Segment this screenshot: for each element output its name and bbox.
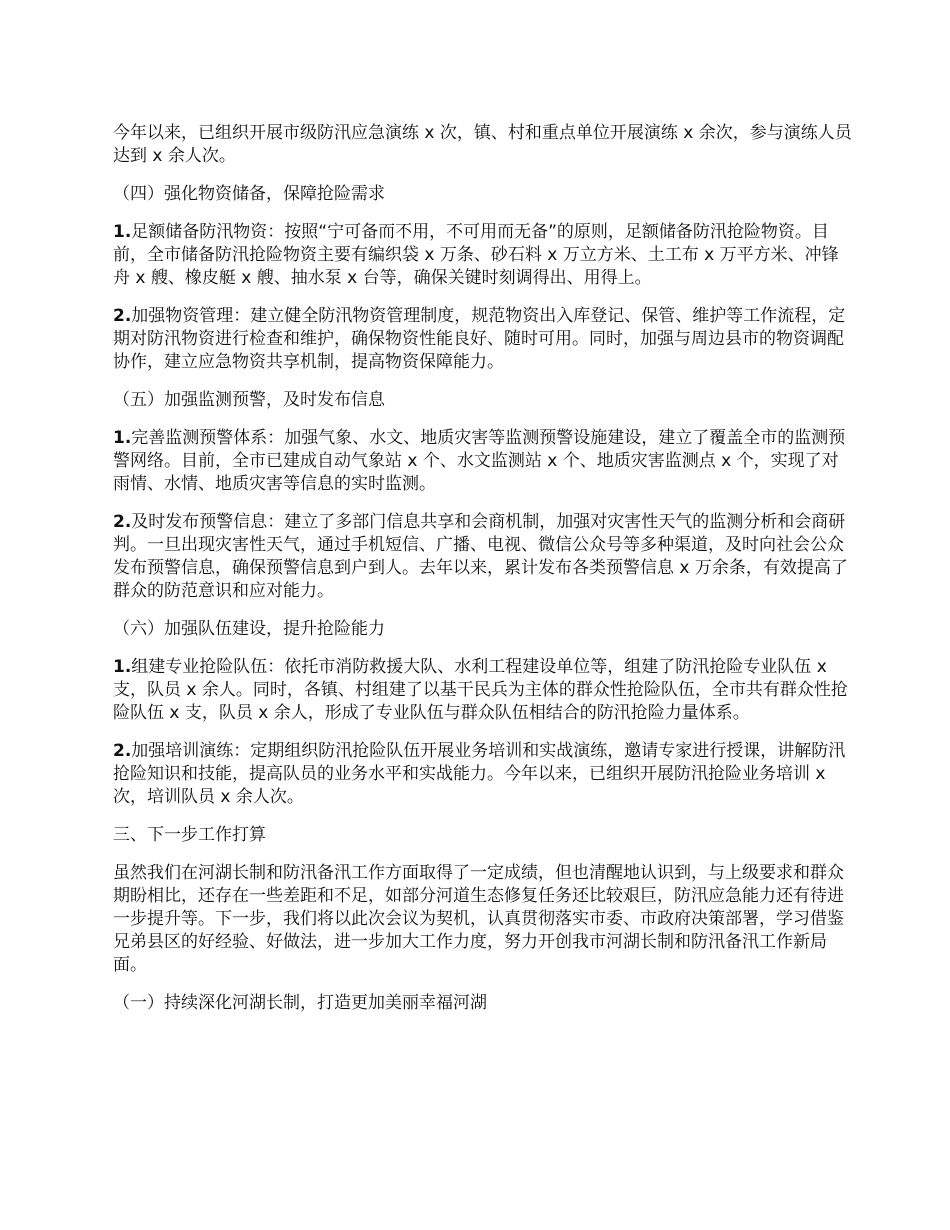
paragraph-6-2: 2.加强培训演练：定期组织防汛抢险队伍开展业务培训和实战演练，邀请专家进行授课，讲解防汛抢险知识和技能，提高队员的业务水平和实战能力。今年以来，已组织开展防汛抢险业务培训 x 次，培训队员 x 余人次。 [113, 741, 846, 807]
section-heading-6: （六）加强队伍建设，提升抢险能力 [113, 619, 385, 639]
paragraph-5-1: 1.完善监测预警体系：加强气象、水文、地质灾害等监测预警设施建设，建立了覆盖全市的监测预警网络。目前，全市已建成自动气象站 x 个、水文监测站 x 个、地质灾害监测点 x 个，实现了对雨情、水情、地质灾害等信息的实时监测。 [113, 428, 846, 494]
item-number: 1. [113, 222, 132, 242]
paragraph-4-1: 1.足额储备防汛物资：按照“宁可备而不用，不可用而无备”的原则，足额储备防汛抢险物资。目前，全市储备防汛抢险物资主要有编织袋 x 万条、砂石料 x 万立方米、土工布 x 万平方米、冲锋舟 x 艘、橡皮艇 x 艘、抽水泵 x 台等，确保关键时刻调得出、用得上。 [113, 222, 839, 288]
paragraph-5-2: 2.及时发布预警信息：建立了多部门信息共享和会商机制，加强对灾害性天气的监测分析和会商研判。一旦出现灾害性天气，通过手机短信、广播、电视、微信公众号等多种渠道，及时向社会公众发布预警信息，确保预警信息到户到人。去年以来，累计发布各类预警信息 x 万余条，有效提高了群众的防范意识和应对能力。 [113, 512, 848, 601]
item-number: 1. [113, 657, 132, 677]
item-number: 2. [113, 306, 132, 326]
item-number: 2. [113, 512, 132, 532]
item-number: 1. [113, 428, 132, 448]
section-heading-next-steps: 三、下一步工作打算 [113, 825, 266, 845]
item-number: 2. [113, 741, 132, 761]
paragraph-next-steps: 虽然我们在河湖长制和防汛备汛工作方面取得了一定成绩，但也清醒地认识到，与上级要求和群众期盼相比，还存在一些差距和不足，如部分河道生态修复任务还比较艰巨，防汛应急能力还有待进一步提升等。下一步，我们将以此次会议为契机，认真贯彻落实市委、市政府决策部署，学习借鉴兄弟县区的好经验、好做法，进一步加大工作力度，努力开创我市河湖长制和防汛备汛工作新局面。 [113, 863, 844, 975]
paragraph-4-2: 2.加强物资管理：建立健全防汛物资管理制度，规范物资出入库登记、保管、维护等工作流程，定期对防汛物资进行检查和维护，确保物资性能良好、随时可用。同时，加强与周边县市的物资调配协作，建立应急物资共享机制，提高物资保障能力。 [113, 306, 846, 372]
paragraph-drill-summary: 今年以来，已组织开展市级防汛应急演练 x 次，镇、村和重点单位开展演练 x 余次，参与演练人员达到 x 余人次。 [113, 123, 852, 166]
paragraph-6-1: 1.组建专业抢险队伍：依托市消防救援大队、水利工程建设单位等，组建了防汛抢险专业队伍 x 支，队员 x 余人。同时，各镇、村组建了以基干民兵为主体的群众性抢险队伍，全市共有群众性抢险队伍 x 支，队员 x 余人，形成了专业队伍与群众队伍相结合的防汛抢险力量体系。 [113, 657, 848, 723]
section-heading-5: （五）加强监测预警，及时发布信息 [113, 390, 385, 410]
section-heading-4: （四）强化物资储备，保障抢险需求 [113, 184, 385, 204]
document-page [113, 122, 853, 1030]
section-heading-next-1: （一）持续深化河湖长制，打造更加美丽幸福河湖 [113, 993, 487, 1013]
